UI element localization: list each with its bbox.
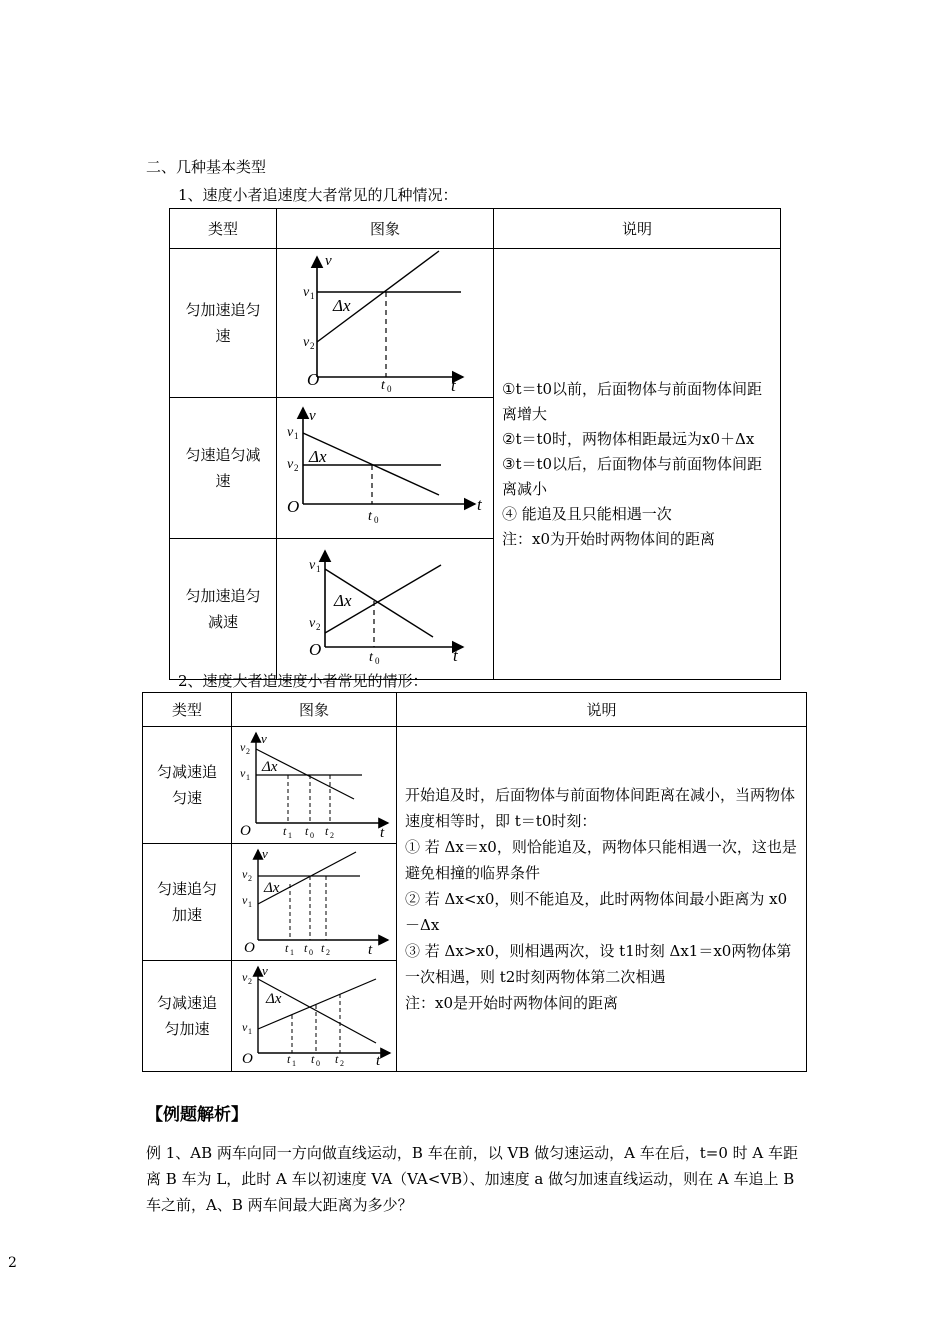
graph-uniform-chase-decel <box>277 398 494 539</box>
svg-text:Δx: Δx <box>334 591 352 610</box>
svg-text:2: 2 <box>330 831 334 839</box>
table2-notes <box>397 727 807 1072</box>
svg-text:Δx: Δx <box>262 759 278 775</box>
table2-note-3: ② 若 Δx<x0，则不能追及，此时两物体间最小距离为 x0－Δx <box>405 890 788 934</box>
svg-text:t: t <box>283 824 287 838</box>
svg-text:v: v <box>261 731 267 746</box>
svg-text:v: v <box>287 457 294 472</box>
vt-graph-1 <box>277 249 493 393</box>
table1-type-2: 匀速追匀减速 <box>170 398 277 539</box>
svg-text:0: 0 <box>374 515 379 525</box>
svg-text:v: v <box>309 558 316 573</box>
table2-type-2: 匀速追匀加速 <box>143 844 232 961</box>
svg-text:t: t <box>285 941 289 955</box>
svg-text:O: O <box>242 1051 253 1067</box>
svg-text:v: v <box>242 970 248 984</box>
svg-text:v: v <box>303 285 310 300</box>
subsection-2-title: 2、速度大者追速度小者常见的情形： <box>178 672 428 690</box>
svg-text:v: v <box>262 963 268 978</box>
vt-graph-3 <box>277 539 493 675</box>
graph-uniform-chase-accel <box>232 844 397 961</box>
table2-header-graph: 图象 <box>232 693 397 727</box>
table-slow-chases-fast <box>169 208 781 680</box>
svg-text:t: t <box>368 509 372 524</box>
svg-text:0: 0 <box>309 948 313 956</box>
svg-text:v: v <box>242 1020 248 1034</box>
svg-text:v: v <box>309 616 316 631</box>
svg-text:1: 1 <box>288 831 292 839</box>
svg-text:v: v <box>240 766 246 780</box>
svg-text:1: 1 <box>248 900 252 909</box>
svg-text:1: 1 <box>290 948 294 956</box>
svg-text:v: v <box>242 893 248 907</box>
table-fast-chases-slow <box>142 692 807 1072</box>
table1-type-3: 匀加速追匀减速 <box>170 539 277 680</box>
svg-text:Δx: Δx <box>333 296 351 315</box>
graph-accel-chase-uniform <box>277 249 494 398</box>
vt-graph-6 <box>232 961 396 1067</box>
svg-text:v: v <box>240 740 246 754</box>
svg-text:1: 1 <box>294 431 299 441</box>
table1-type-1: 匀加速追匀速 <box>170 249 277 398</box>
svg-text:t: t <box>477 495 482 514</box>
vt-graph-4 <box>232 727 396 839</box>
svg-text:2: 2 <box>294 463 299 473</box>
svg-text:v: v <box>303 335 310 350</box>
vt-graph-5 <box>232 844 396 956</box>
svg-text:2: 2 <box>326 948 330 956</box>
graph-decel-chase-uniform <box>232 727 397 844</box>
svg-text:1: 1 <box>310 291 315 301</box>
table1-notes <box>494 249 781 680</box>
svg-text:2: 2 <box>316 622 321 632</box>
svg-text:O: O <box>240 823 251 839</box>
svg-text:v: v <box>242 867 248 881</box>
table2-note-2: ① 若 Δx＝x0，则恰能追及，两物体只能相遇一次，这也是避免相撞的临界条件 <box>405 838 797 882</box>
table2-header-type: 类型 <box>143 693 232 727</box>
svg-text:t: t <box>380 825 385 839</box>
svg-text:t: t <box>453 646 458 665</box>
svg-text:0: 0 <box>387 384 392 393</box>
svg-text:t: t <box>451 376 456 393</box>
svg-text:0: 0 <box>310 831 314 839</box>
table1-header-type: 类型 <box>170 209 277 249</box>
table2-note-1: 开始追及时，后面物体与前面物体间距离在减小，当两物体速度相等时，即 t＝t0时刻： <box>405 786 796 830</box>
svg-text:t: t <box>368 942 373 956</box>
table1-note-2: ②t＝t0时，两物体相距最远为x0＋Δx <box>502 429 755 448</box>
table2-type-1: 匀减速追匀速 <box>143 727 232 844</box>
svg-text:Δx: Δx <box>266 991 282 1007</box>
svg-text:Δx: Δx <box>264 880 280 896</box>
svg-text:t: t <box>369 650 373 665</box>
svg-text:2: 2 <box>340 1059 344 1067</box>
table1-header-graph: 图象 <box>277 209 494 249</box>
example-1-text: 例 1、AB 两车向同一方向做直线运动，B 车在前，以 VB 做匀速运动，A 车在后，t=0 时 A 车距离 B 车为 L，此时 A 车以初速度 VA（VA<VB）、加速度 a 做匀加速直线运动，则在 A 车追上 B 车之前，A、B 两车间最大距离为多少？ <box>146 1144 798 1214</box>
svg-text:1: 1 <box>292 1059 296 1067</box>
svg-text:t: t <box>305 824 309 838</box>
svg-text:O: O <box>287 497 300 516</box>
svg-text:v: v <box>287 425 294 440</box>
table1-note-3: ③t＝t0以后，后面物体与前面物体间距离减小 <box>502 454 763 498</box>
svg-text:2: 2 <box>248 977 252 986</box>
svg-text:t: t <box>321 941 325 955</box>
vt-graph-2 <box>277 398 493 534</box>
table2-note-5: 注：x0是开始时两物体间的距离 <box>405 994 619 1012</box>
table2-header-notes: 说明 <box>397 693 807 727</box>
svg-text:t: t <box>287 1052 291 1066</box>
svg-text:v: v <box>325 253 332 269</box>
svg-text:t: t <box>304 941 308 955</box>
table1-note-1: ①t＝t0以前，后面物体与前面物体间距离增大 <box>502 379 763 423</box>
svg-text:t: t <box>376 1053 381 1067</box>
table1-header-notes: 说明 <box>494 209 781 249</box>
svg-text:v: v <box>262 846 268 861</box>
svg-text:t: t <box>325 824 329 838</box>
svg-text:1: 1 <box>246 773 250 782</box>
table2-note-4: ③ 若 Δx>x0，则相遇两次，设 t1时刻 Δx1＝x0两物体第一次相遇，则 t2时刻两物体第二次相遇 <box>405 942 792 986</box>
svg-text:2: 2 <box>246 747 250 756</box>
svg-text:t: t <box>381 378 385 393</box>
graph-accel-chase-decel <box>277 539 494 680</box>
svg-text:O: O <box>307 370 320 389</box>
table1-note-4: ④ 能追及且只能相遇一次 <box>502 504 672 523</box>
svg-text:0: 0 <box>316 1059 320 1067</box>
table2-type-3: 匀减速追匀加速 <box>143 961 232 1072</box>
example-heading: 【例题解析】 <box>146 1105 248 1125</box>
svg-text:Δx: Δx <box>309 447 327 466</box>
section-title: 二、几种基本类型 <box>146 158 267 176</box>
svg-text:t: t <box>311 1052 315 1066</box>
table1-note-5: 注：x0为开始时两物体间的距离 <box>502 529 716 548</box>
svg-text:2: 2 <box>310 341 315 351</box>
subsection-1-title: 1、速度小者追速度大者常见的几种情况： <box>178 186 458 204</box>
page-number: 2 <box>8 1255 17 1271</box>
svg-text:t: t <box>335 1052 339 1066</box>
svg-text:O: O <box>244 940 255 956</box>
svg-text:O: O <box>309 640 322 659</box>
svg-text:1: 1 <box>248 1027 252 1036</box>
graph-decel-chase-accel <box>232 961 397 1072</box>
svg-text:v: v <box>309 408 316 424</box>
svg-text:1: 1 <box>316 564 321 574</box>
svg-text:2: 2 <box>248 874 252 883</box>
svg-text:0: 0 <box>375 656 380 666</box>
